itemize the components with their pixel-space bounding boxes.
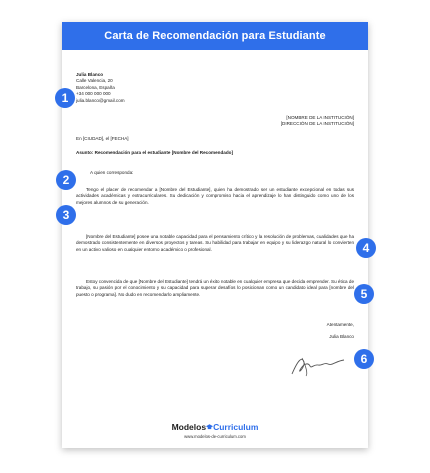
marker-badge: 1 — [55, 88, 75, 108]
marker-badge: 6 — [354, 349, 374, 369]
letter-title-banner: Carta de Recomendación para Estudiante — [62, 22, 368, 50]
place-date: En [CIUDAD], el [FECHA] — [76, 136, 129, 141]
marker-badge: 2 — [56, 170, 76, 190]
subject-line: Asunto: Recomendación para el estudiante [Nombre del Recomendado] — [76, 150, 233, 155]
marker-badge: 5 — [354, 284, 374, 304]
brand-part1: Modelos — [171, 422, 207, 432]
closing-block — [76, 322, 354, 341]
graduation-cap-icon — [206, 424, 213, 430]
marker-badge: 4 — [356, 238, 376, 258]
body-paragraph: Tengo el placer de recomendar a [Nombre del Estudiante], quien ha demostrado ser un estudiante excepcional en todas sus actividades académicas y extracurriculares. Su dedicación y compromiso hacia el aprendizaje lo han distinguido como uno de los mejores alumnos de su generación. — [76, 187, 354, 205]
sender-block — [76, 72, 354, 104]
institution-address: [DIRECCIÓN DE LA INSTITUCIÓN] — [280, 121, 354, 127]
body-paragraph: Estoy convencida de que [Nombre del Estudiante] tendrá un éxito notable en cualquier empresa que decida emprender. Su ética de trabajo, su pasión por el conocimiento y su capacidad para superar desafíos lo posicionan como un candidato ideal para [nombre del puesto o programa]. No dudo en recomendarlo ampliamente. — [76, 279, 354, 297]
recipient-block — [76, 115, 354, 128]
letter-page — [62, 22, 368, 448]
sender-city: Barcelona, España — [76, 84, 115, 90]
marker-badge: 3 — [56, 205, 76, 225]
sender-email: julia.blanco@gmail.com — [76, 97, 125, 103]
sender-name: Julia Blanco — [76, 72, 104, 77]
signer-name: Julia Blanco — [329, 334, 354, 340]
brand-logo — [62, 422, 368, 432]
sender-phone: +34 000 000 000 — [76, 91, 111, 97]
sender-address: Calle Valencia, 20 — [76, 78, 113, 84]
signature-image — [288, 352, 350, 378]
body-paragraph: [Nombre del Estudiante] posee una notable capacidad para el pensamiento crítico y la resolución de problemas, cualidades que ha demostrado consistentemente en diversos proyectos y tareas. Su habilidad para trabajar en equipo y su liderazgo natural lo convierten en un activo valioso en cualquier entorno académico o profesional. — [76, 234, 354, 252]
closing-salutation: Atentamente, — [326, 322, 354, 327]
brand-url: www.modelos-de-curriculum.com — [184, 434, 246, 439]
brand-part2: Curriculum — [213, 422, 259, 432]
institution-name: [NOMBRE DE LA INSTITUCIÓN] — [286, 115, 354, 120]
greeting: A quien corresponda: — [90, 170, 134, 175]
